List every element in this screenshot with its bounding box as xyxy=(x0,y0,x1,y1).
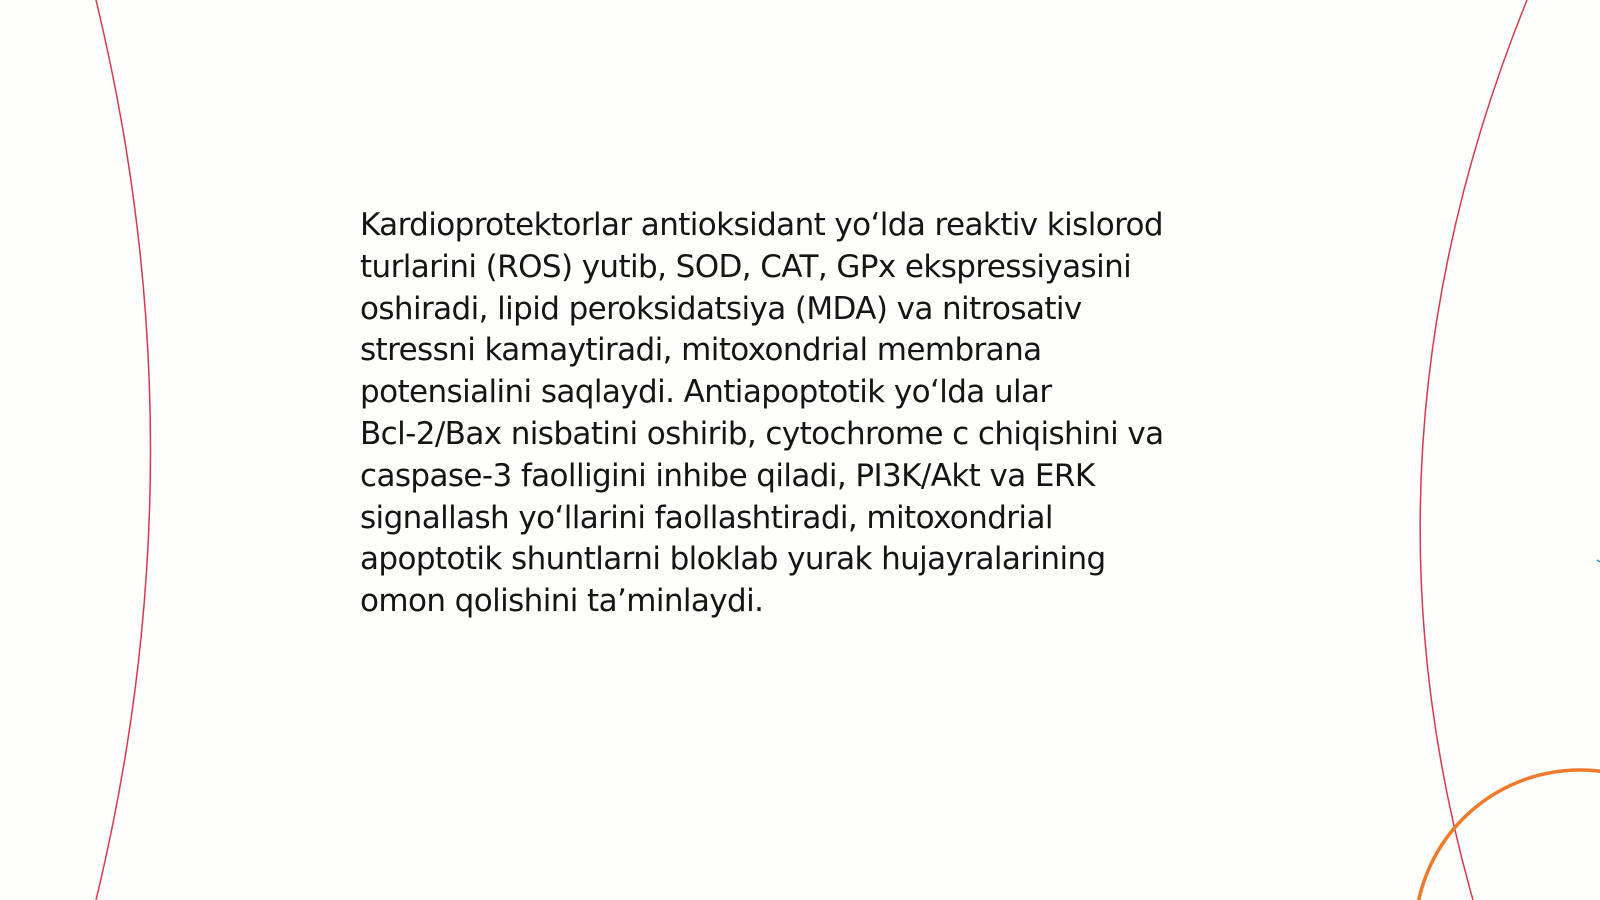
slide-body-text: Kardioprotektorlar antioksidant yo‘lda reaktiv kislorod turlarini (ROS) yutib, SOD, CAT, GPx ekspressiyasini oshiradi, lipid peroksidatsiya (MDA) va nitrosativ stressni kamaytiradi, mitoxondrial membrana potensialini saqlaydi. Antiapoptotik yo‘lda ular Bcl-2/Bax nisbatini oshirib, cytochrome c chiqishini va caspase-3 faolligini inhibe qiladi, PI3K/Akt va ERK signallash yo‘llarini faollashtiradi, mitoxondrial apoptotik shuntlarni bloklab yurak hujayralarining omon qolishini ta’minlaydi. xyxy=(360,207,1164,620)
accent-arc xyxy=(1415,770,1600,900)
left-curve-line xyxy=(96,0,151,900)
right-curve-line xyxy=(1420,0,1527,900)
